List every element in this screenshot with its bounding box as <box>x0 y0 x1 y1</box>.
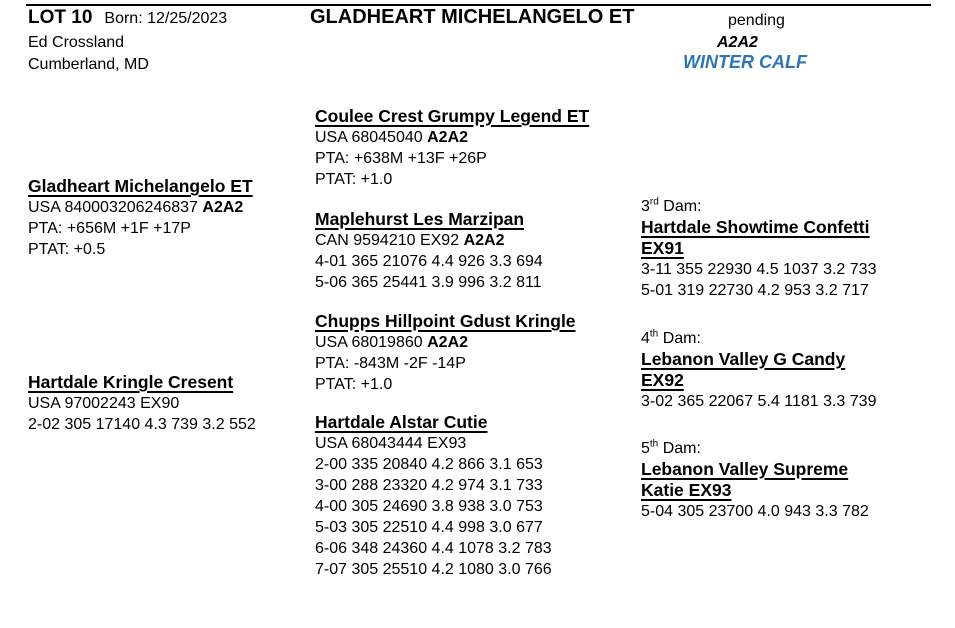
sire-name: Gladheart Michelangelo ET <box>28 176 253 196</box>
dam-sire-name: Chupps Hillpoint Gdust Kringle <box>315 311 576 331</box>
dam-dam-record: 5-03 305 22510 4.4 998 3.0 677 <box>315 519 543 536</box>
consignor-location: Cumberland, MD <box>28 56 149 73</box>
sire-ptat: PTAT: +0.5 <box>28 241 106 258</box>
third-dam-name-cont: EX91 <box>641 238 684 258</box>
lot-header <box>28 7 227 29</box>
header-genotype: A2A2 <box>717 34 758 51</box>
class-label: WINTER CALF <box>683 52 807 72</box>
dam-dam-reg: USA 68043444 EX93 <box>315 435 467 452</box>
sire-dam-reg: CAN 9594210 EX92 <box>315 232 460 249</box>
third-dam-name: Hartdale Showtime Confetti <box>641 217 870 237</box>
dam-sire-pta: PTA: -843M -2F -14P <box>315 355 466 372</box>
dam-sire-genotype: A2A2 <box>427 334 469 351</box>
sire-genotype: A2A2 <box>202 199 244 216</box>
sire-sire-block <box>315 106 589 190</box>
third-dam-record: 3-11 355 22930 4.5 1037 3.2 733 <box>641 261 877 278</box>
fifth-dam-name: Lebanon Valley Supreme <box>641 459 849 479</box>
dam-reg: USA 97002243 EX90 <box>28 395 180 412</box>
dam-dam-record: 4-00 305 24690 3.8 938 3.0 753 <box>315 498 543 515</box>
sire-sire-reg-line <box>315 127 589 148</box>
sire-dam-record: 5-06 365 25441 3.9 996 3.2 811 <box>315 274 542 291</box>
fourth-dam-label: 4th Dam: <box>641 328 701 347</box>
fifth-dam-block <box>641 438 869 522</box>
sire-sire-genotype: A2A2 <box>427 129 469 146</box>
sire-pta: PTA: +656M +1F +17P <box>28 220 191 237</box>
fourth-dam-name: Lebanon Valley G Candy <box>641 349 846 369</box>
sire-reg: USA 840003206246837 <box>28 199 198 216</box>
dam-record: 2-02 305 17140 4.3 739 3.2 552 <box>28 416 256 433</box>
sire-sire-reg: USA 68045040 <box>315 129 423 146</box>
sire-sire-ptat: PTAT: +1.0 <box>315 171 393 188</box>
consignor-name: Ed Crossland <box>28 34 125 51</box>
dam-dam-record: 2-00 335 20840 4.2 866 3.1 653 <box>315 456 543 473</box>
third-dam-label: 3rd Dam: <box>641 196 702 215</box>
birth-date: Born: 12/25/2023 <box>104 10 228 27</box>
third-dam-block <box>641 196 876 301</box>
lot-number: LOT 10 <box>28 7 93 28</box>
dam-name: Hartdale Kringle Cresent <box>28 372 234 392</box>
sire-sire-pta: PTA: +638M +13F +26P <box>315 150 487 167</box>
animal-name: GLADHEART MICHELANGELO ET <box>310 6 635 28</box>
sire-dam-record: 4-01 365 21076 4.4 926 3.3 694 <box>315 253 543 270</box>
dam-sire-reg: USA 68019860 <box>315 334 423 351</box>
fifth-dam-label: 5th Dam: <box>641 438 701 457</box>
dam-dam-record: 6-06 348 24360 4.4 1078 3.2 783 <box>315 540 552 557</box>
status-text: pending <box>728 12 785 29</box>
sire-dam-genotype: A2A2 <box>463 232 505 249</box>
dam-dam-record: 7-07 305 25510 4.2 1080 3.0 766 <box>315 561 552 578</box>
fourth-dam-block <box>641 328 876 412</box>
dam-dam-name: Hartdale Alstar Cutie <box>315 412 488 432</box>
sire-block <box>28 176 253 260</box>
dam-sire-ptat: PTAT: +1.0 <box>315 376 393 393</box>
sire-sire-name: Coulee Crest Grumpy Legend ET <box>315 106 590 126</box>
fifth-dam-record: 5-04 305 23700 4.0 943 3.3 782 <box>641 503 869 520</box>
sire-dam-block <box>315 209 543 293</box>
third-dam-record: 5-01 319 22730 4.2 953 3.2 717 <box>641 282 869 299</box>
fifth-dam-name-cont: Katie EX93 <box>641 480 732 500</box>
fourth-dam-name-cont: EX92 <box>641 370 684 390</box>
dam-block <box>28 372 256 435</box>
sire-reg-line <box>28 197 253 218</box>
dam-dam-record: 3-00 288 23320 4.2 974 3.1 733 <box>315 477 543 494</box>
dam-sire-block <box>315 311 576 395</box>
sire-dam-reg-line <box>315 230 543 251</box>
dam-sire-reg-line <box>315 332 576 353</box>
dam-dam-block <box>315 412 552 580</box>
fourth-dam-record: 3-02 365 22067 5.4 1181 3.3 739 <box>641 393 877 410</box>
sire-dam-name: Maplehurst Les Marzipan <box>315 209 525 229</box>
